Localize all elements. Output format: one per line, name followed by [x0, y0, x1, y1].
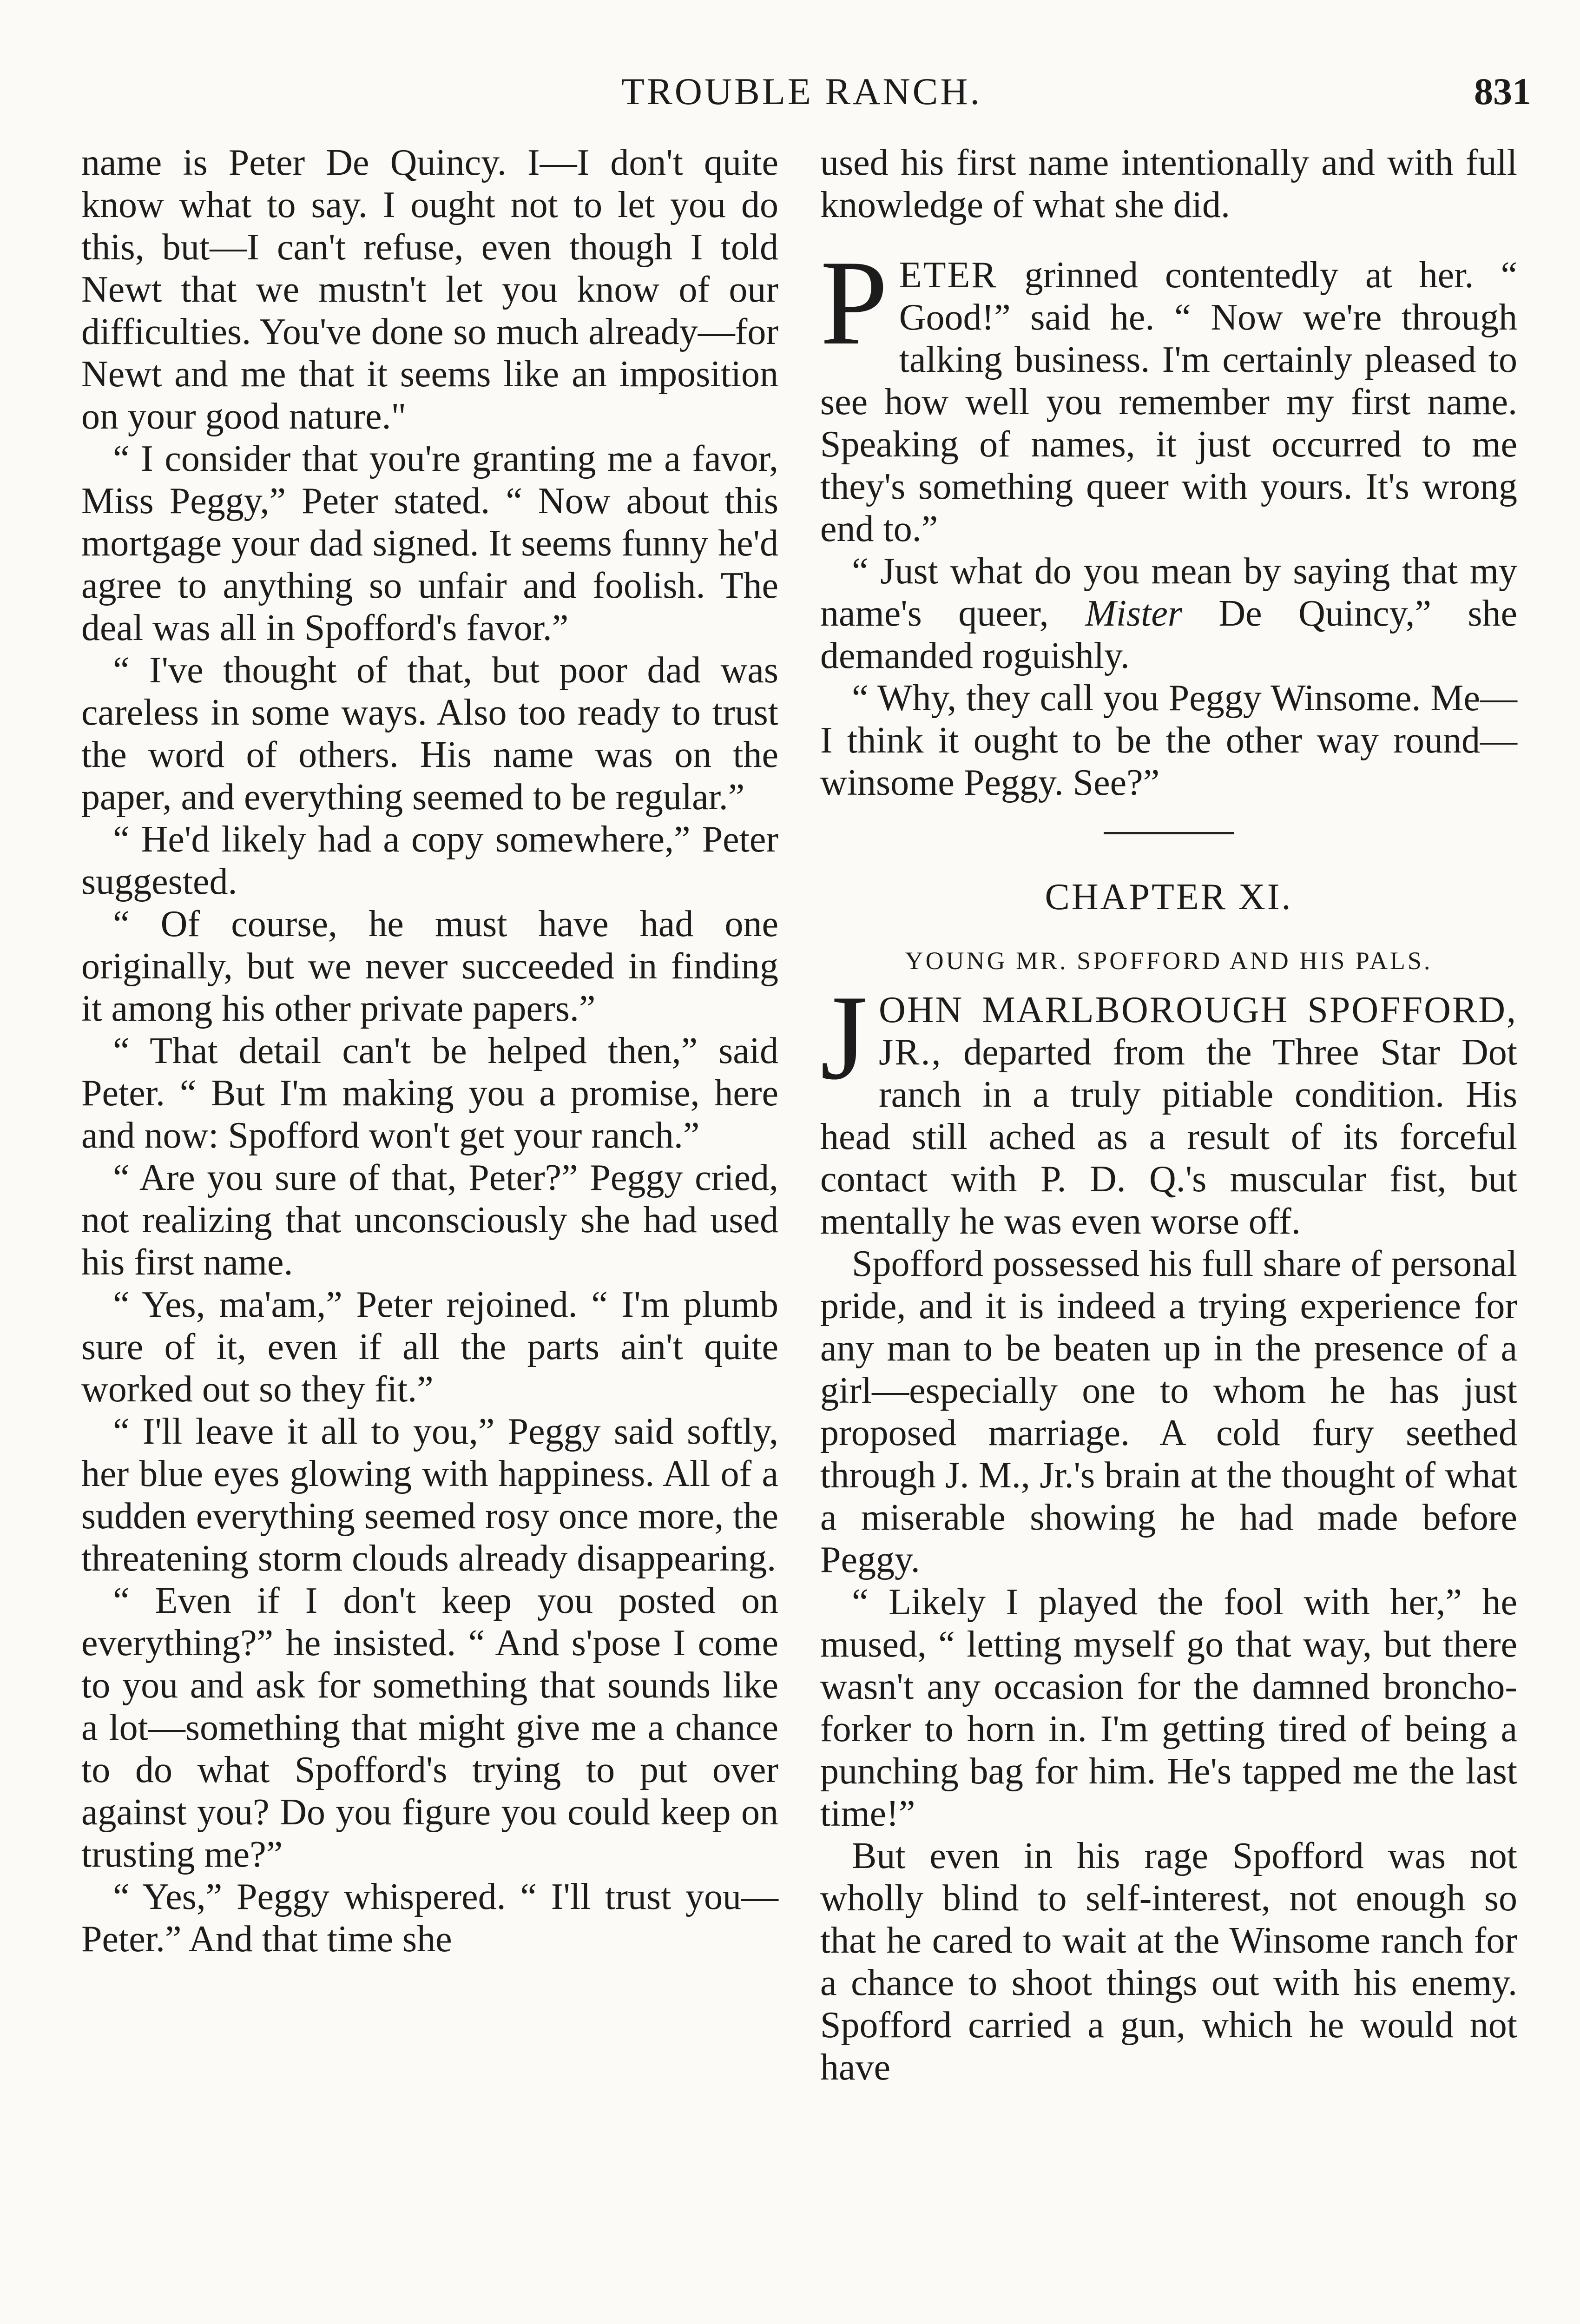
paragraph: Spofford possessed his full share of personal pride, and it is indeed a trying experience for any man to be beaten up in the presence of a girl—especially one to whom he has just proposed marriage. A cold fury seethed through J. M., Jr.'s brain at the thought of what a miserable showing he had made before Peggy.	[820, 1243, 1517, 1580]
section-gap	[820, 226, 1517, 254]
paragraph: “ Are you sure of that, Peter?” Peggy cried, not realizing that unconsciously she had used his first name.	[81, 1157, 778, 1283]
paragraph-text: grinned contentedly at her. “ Good!” said he. “ Now we're through talking business. I'm certainly pleased to see how well you remember my first name. Speaking of names, it just occurred to me they's something queer with yours. It's wrong end to.”	[820, 255, 1517, 549]
paragraph	[820, 550, 1517, 677]
paragraph-text: departed from the Three Star Dot ranch in a truly pitiable condition. His head still ached as a result of its forceful contact with P. D. Q.'s muscular fist, but mentally he was even worse off.	[820, 1032, 1517, 1242]
paragraph: “ I consider that you're granting me a favor, Miss Peggy,” Peter stated. “ Now about this mortgage your dad signed. It seems funny he'd agree to anything so unfair and foolish. The deal was all in Spofford's favor.”	[81, 438, 778, 648]
paragraph: “ Why, they call you Peggy Winsome. Me—I think it ought to be the other way round—winsome Peggy. See?”	[820, 678, 1517, 803]
page-number: 831	[1474, 70, 1531, 112]
small-caps-lead: OHN MARLBOROUGH SPOFFORD, JR.,	[878, 990, 1517, 1073]
paragraph: “ That detail can't be helped then,” said Peter. “ But I'm making you a promise, here and now: Spofford won't get your ranch.”	[81, 1030, 778, 1156]
section-first-paragraph	[820, 235, 1517, 550]
chapter-first-paragraph	[820, 970, 1517, 1243]
paragraph: “ Likely I played the fool with her,” he mused, “ letting myself go that way, but there wasn't any occasion for the damned broncho-forker to horn in. I'm getting tired of being a punching bag for him. He's tapped me the last time!”	[820, 1582, 1517, 1834]
small-caps-lead: ETER	[899, 255, 998, 296]
drop-cap: P	[820, 235, 888, 370]
paragraph: name is Peter De Quincy. I—I don't quite know what to say. I ought not to let you do this, but—I can't refuse, even though I told Newt that we mustn't let you know of our difficulties. You've done so much already—for Newt and me that it seems like an imposition on your good nature."	[81, 142, 778, 437]
chapter-title: CHAPTER XI.	[1045, 877, 1293, 918]
paragraph: “ I've thought of that, but poor dad was careless in some ways. Also too ready to trust the word of others. His name was on the paper, and everything seemed to be regular.”	[81, 650, 778, 818]
right-column	[820, 142, 1517, 2089]
running-header	[81, 70, 1531, 121]
italic-word: Mister	[1085, 593, 1182, 634]
paragraph: “ I'll leave it all to you,” Peggy said softly, her blue eyes glowing with happiness. All of a sudden everything seemed rosy once more, the threatening storm clouds already disappearing.	[81, 1411, 778, 1579]
left-column	[81, 142, 778, 1961]
paragraph: “ Yes,” Peggy whispered. “ I'll trust you—Peter.” And that time she	[81, 1876, 778, 1960]
section-divider	[1104, 832, 1234, 834]
paragraph: “ Even if I don't keep you posted on everything?” he insisted. “ And s'pose I come to you and ask for something that sounds like a lot—something that might give me a chance to do what Spofford's trying to put over against you? Do you figure you could keep on trusting me?”	[81, 1580, 778, 1875]
paragraph: used his first name intentionally and with full knowledge of what she did.	[820, 142, 1517, 225]
running-title: TROUBLE RANCH.	[621, 70, 982, 112]
paragraph: But even in his rage Spofford was not wholly blind to self-interest, not enough so that he cared to wait at the Winsome ranch for a chance to shoot things out with his enemy. Spofford carried a gun, which he would not have	[820, 1835, 1517, 2088]
paragraph: “ Of course, he must have had one originally, but we never succeeded in finding it among his other private papers.”	[81, 904, 778, 1029]
chapter-subtitle: YOUNG MR. SPOFFORD AND HIS PALS.	[905, 947, 1433, 975]
paragraph-text: “ Just what do you mean by saying that my name's queer,	[820, 551, 1517, 634]
paragraph: “ Yes, ma'am,” Peter rejoined. “ I'm plumb sure of it, even if all the parts ain't quite worked out so they fit.”	[81, 1284, 778, 1410]
paragraph: “ He'd likely had a copy somewhere,” Peter suggested.	[81, 819, 778, 902]
paragraph-text: De Quincy,” she demanded roguishly.	[820, 593, 1517, 676]
drop-cap: J	[820, 970, 868, 1105]
